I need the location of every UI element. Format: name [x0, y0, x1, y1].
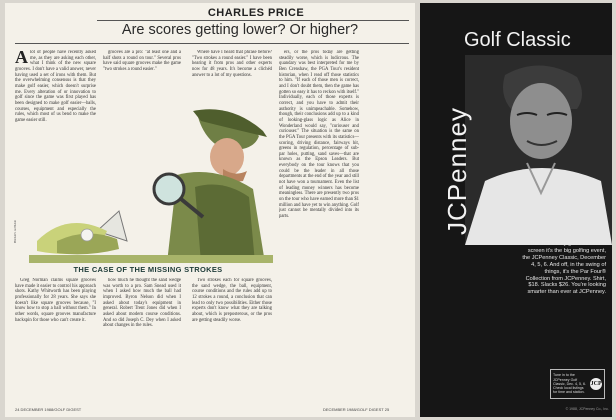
magazine-left-page	[5, 3, 415, 417]
article-column-3-lower	[192, 278, 272, 400]
column-1-lower-text: Greg Norman claims square grooves have made it easier to control his approach shots. Kathy Whitworth has been playing professionally for 28 years. She says she doesn't like square grooves because, "I know how to stop a ball without them." In other words, square grooves manufacture backspin for those who can't create it.	[15, 278, 96, 323]
detective-illustration	[27, 91, 273, 273]
article-column-2-lower	[103, 278, 181, 400]
drop-cap: A	[15, 50, 28, 67]
article-column-4	[279, 50, 359, 400]
column-2-lower-text: how much he thought the sand wedge was worth to a pro. Sam Snead used it when I asked how much the ball had improved. Byron Nelson did when I asked about today's equipment in general. Robert Trent Jones did when I asked about modern course conditions. And so did Joseph C. Dey when I asked about changes in the rules.	[103, 278, 181, 329]
article-column-1-lower	[15, 278, 96, 400]
column-4-text: ers, or the pros today are getting steadily worse, which is ludicrous. The quandary was best interpreted for me by Ben Crenshaw, the PGA Tour's resident historian, when I read off those statistics to him. "If each of those men is correct, and I don't doubt them, then the game has gotten so easy it has to reckon with itself." Individually, each of those experts is correct, and you have to admit their authority is unimpeachable. Somehow, though, their conclusions add up to a kind of looking-glass logic as Alice in Wonderland would say, "curiouser and curiouser." The situation is the same on the PGA Tour presents with its statistics—scoring, driving distance, fairways hit, greens in regulation, percentage of sub-par holes, putting, sand saves—that are known as the Epson Leaders. But everybody on the tour knows that you could be the leader in all those departments at the end of the year and still not have won a tournament. Even the list of leading money winners has become meaningless. There are presently two pros on the tour who have earned more than $1 million and have yet to win anything. Golf just cannot be mentally divided into its parts.	[279, 50, 359, 220]
column-2-text: grooves are a pro: "at least one and a half shots a round on tour." Several pros have said square grooves make the game "two strokes a round easier."	[103, 50, 181, 72]
ad-title: Golf Classic	[464, 29, 571, 51]
rule-headline	[15, 43, 409, 44]
article-author: CHARLES PRICE	[207, 7, 305, 19]
column-1-text: lot of people have recently asked me, as they are asking each other, what I think of the new square grooves. I don't have a valid answer, never having used a set of irons with them. But the overwhelming consensus is that they make golf easier, which doesn't surprise me. Every alteration of or innovation to golf since the game was first played has been designed to make golf easier—balls, courses, equipment and especially the rules, which most of us bend to make the game easier still.	[15, 50, 96, 123]
illustration-credit: BRIAN AJHAR	[13, 220, 17, 243]
illustration-caption: THE CASE OF THE MISSING STROKES	[73, 265, 223, 274]
jcpenney-logo: JCP	[590, 378, 602, 390]
page-footer-center: DECEMBER 1988/GOLF DIGEST 25	[323, 407, 390, 412]
ad-copy: The JCPenney golf classic. On screen it's the big golfing event, the JCPenney Classic, December 4, 5, 6. And off, in the swing of things, it's the Par Four® Collection from JCPenney. Shirt, $18. Slacks $26. You're looking smarter than ever at JCPenney.	[522, 241, 606, 296]
column-3-lower-text: Two strokes each for square grooves, the sand wedge, the ball, equipment, course conditions and the rules add up to 12 strokes a round, a conclusion that can lead to only two possibilities. Either those experts don't know what they are talking about, which is preposterous, or the pros are getting steadily worse.	[192, 278, 272, 323]
column-3-text: Where have I heard that phrase before? "Two strokes a round easier." I have been hearing it from pros and other experts now for 48 years. It's become a clichéd answer to a lot of my questions.	[192, 50, 272, 78]
tv-listing-box	[550, 369, 605, 399]
ad-footer: © 1988, JCPenney Co., Inc.	[565, 407, 609, 411]
article-headline: Are scores getting lower? Or higher?	[121, 22, 359, 38]
rule-top	[97, 20, 409, 21]
golfer-portrait	[465, 55, 612, 245]
ad-brand: JCPenney	[442, 107, 472, 235]
page-footer-left: 24 DECEMBER 1988/GOLF DIGEST	[15, 407, 82, 412]
tv-listing-text: Tune in to the JCPenney Golf Classic, Dec. 4, 5, 6. Check local listings for time and station.	[553, 373, 586, 395]
jcpenney-ad-page	[420, 3, 612, 417]
